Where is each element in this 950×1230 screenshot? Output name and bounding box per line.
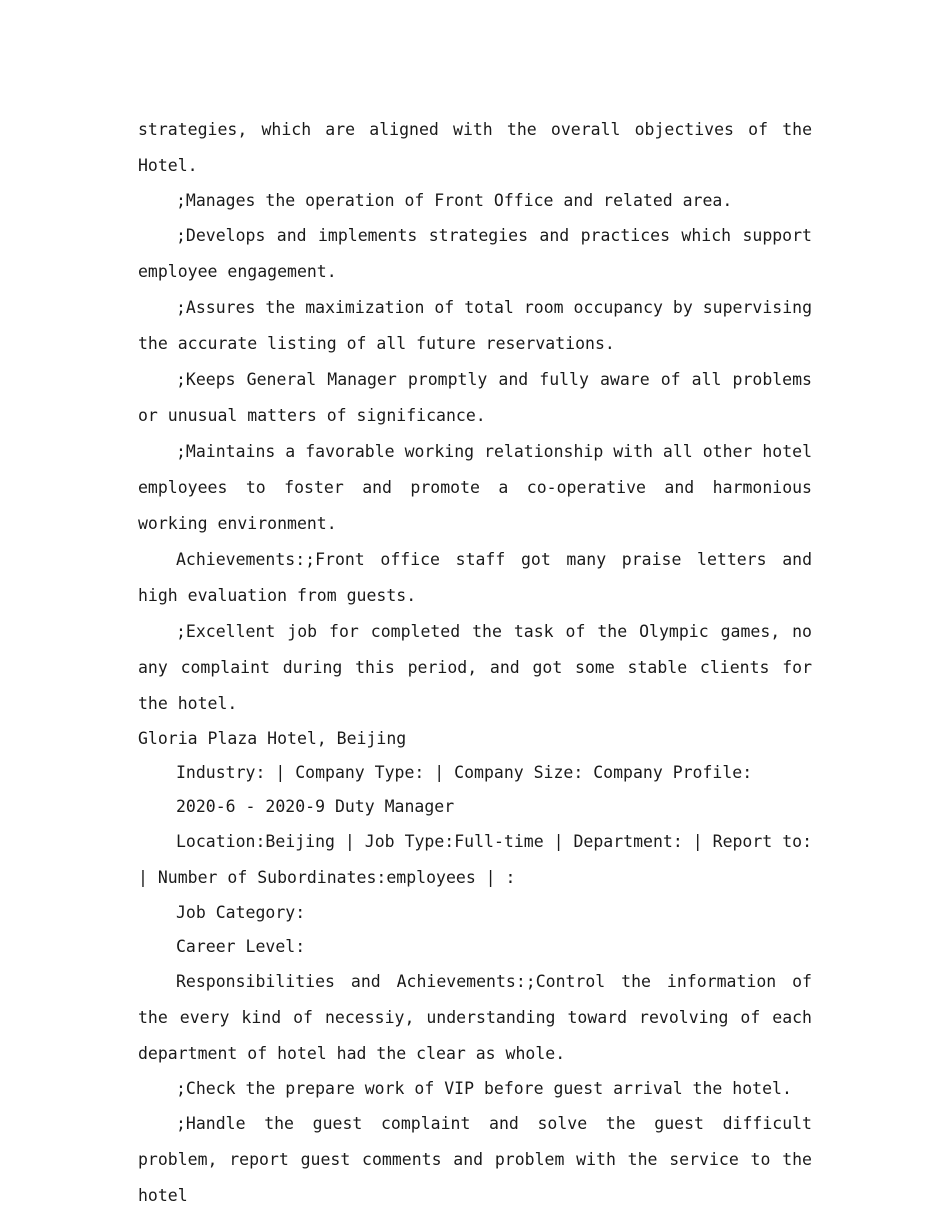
paragraph-achievements: Achievements:;Front office staff got many praise letters and high evaluation from guests. — [138, 550, 812, 605]
paragraph-check-vip: ;Check the prepare work of VIP before guest arrival the hotel. — [176, 1079, 792, 1098]
job-period-title: 2020-6 - 2020-9 Duty Manager — [176, 797, 455, 816]
paragraph-assures-occupancy: ;Assures the maximization of total room occupancy by supervising the accurate listing of all future reservations. — [138, 298, 812, 353]
career-level: Career Level: — [176, 937, 306, 956]
document-body — [138, 112, 812, 1214]
paragraph-responsibilities: Responsibilities and Achievements:;Control the information of the every kind of necessiy, understanding toward revolving of each department of hotel had the clear as whole. — [138, 972, 812, 1063]
company-name: Gloria Plaza Hotel, Beijing — [138, 729, 407, 748]
paragraph-handle-complaint: ;Handle the guest complaint and solve the guest difficult problem, report guest comments and problem with the service to the hotel — [138, 1114, 812, 1205]
paragraph-maintains-relationship: ;Maintains a favorable working relationship with all other hotel employees to foster and promote a co-operative and harmonious working environment. — [138, 442, 812, 533]
job-category: Job Category: — [176, 903, 306, 922]
paragraph-strategies: strategies, which are aligned with the overall objectives of the Hotel. — [138, 120, 812, 175]
job-details: Location:Beijing | Job Type:Full-time | Department: | Report to: | Number of Subordinates:employees | : — [138, 832, 812, 887]
paragraph-manages-front-office: ;Manages the operation of Front Office and related area. — [176, 191, 733, 210]
paragraph-olympic-games: ;Excellent job for completed the task of the Olympic games, no any complaint during this period, and got some stable clients for the hotel. — [138, 622, 812, 713]
company-meta: Industry: | Company Type: | Company Size: Company Profile: — [176, 763, 753, 782]
paragraph-develops-strategies: ;Develops and implements strategies and practices which support employee engagement. — [138, 226, 812, 281]
paragraph-keeps-gm-aware: ;Keeps General Manager promptly and fully aware of all problems or unusual matters of significance. — [138, 370, 812, 425]
